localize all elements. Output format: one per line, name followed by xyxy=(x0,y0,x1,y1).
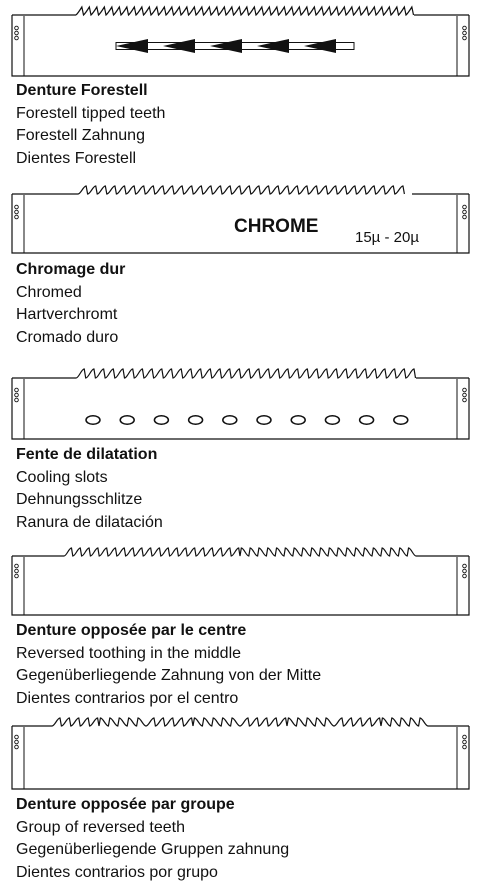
teeth-chrome xyxy=(78,186,404,194)
right-clamp-icon xyxy=(457,379,466,439)
right-clamp-icon xyxy=(457,557,466,615)
blade-reversed-middle-diagram xyxy=(12,540,469,618)
right-clamp-icon xyxy=(457,16,466,76)
caption-line-es: Dientes Forestell xyxy=(16,149,137,167)
caption-reversed-middle xyxy=(16,620,321,710)
caption-line-de: Forestell Zahnung xyxy=(16,127,145,144)
caption-forestell xyxy=(16,80,165,170)
cooling-slot xyxy=(257,416,271,424)
chrome-thickness-label: 15µ - 20µ xyxy=(355,229,419,246)
cooling-slot xyxy=(291,416,305,424)
caption-line-en: Chromed xyxy=(16,283,82,301)
caption-line-en: Forestell tipped teeth xyxy=(16,104,166,122)
cooling-slots xyxy=(86,416,408,424)
caption-cooling xyxy=(16,444,163,534)
cooling-slot xyxy=(325,416,339,424)
section-title: Denture opposée par le centre xyxy=(16,622,247,639)
caption-line-es: Dientes contrarios por el centro xyxy=(16,689,239,707)
blade-chrome-diagram xyxy=(12,180,469,256)
caption-line-es: Ranura de dilatación xyxy=(16,513,163,531)
caption-reversed-group xyxy=(16,794,289,884)
left-clamp-icon xyxy=(15,727,24,789)
caption-line-en: Group of reversed teeth xyxy=(16,818,185,836)
cooling-slot xyxy=(189,416,203,424)
section-title: Chromage dur xyxy=(16,261,126,278)
blade-reversed-group-diagram xyxy=(12,712,469,792)
teeth-reversed-middle xyxy=(64,548,416,556)
caption-line-en: Cooling slots xyxy=(16,468,108,486)
caption-line-de: Gegenüberliegende Zahnung von der Mitte xyxy=(16,667,322,684)
blade-cooling-diagram xyxy=(12,364,469,442)
left-clamp-icon xyxy=(15,195,24,253)
cooling-slot xyxy=(223,416,237,424)
left-clamp-icon xyxy=(15,16,24,76)
cooling-slot xyxy=(154,416,168,424)
section-title: Fente de dilatation xyxy=(16,446,158,463)
chrome-label: CHROME xyxy=(234,216,319,237)
right-clamp-icon xyxy=(457,727,466,789)
caption-line-de: Gegenüberliegende Gruppen zahnung xyxy=(16,841,290,858)
left-clamp-icon xyxy=(15,557,24,615)
caption-line-en: Reversed toothing in the middle xyxy=(16,644,242,662)
section-title: Denture opposée par groupe xyxy=(16,796,235,813)
section-title: Denture Forestell xyxy=(16,82,148,99)
teeth-reversed-group xyxy=(52,718,428,726)
caption-line-de: Dehnungsschlitze xyxy=(16,491,143,508)
blade-forestell-diagram xyxy=(12,6,469,78)
cooling-slot xyxy=(394,416,408,424)
caption-chrome xyxy=(16,259,125,349)
right-clamp-icon xyxy=(457,195,466,253)
caption-line-es: Dientes contrarios por grupo xyxy=(16,863,218,881)
cooling-slot xyxy=(120,416,134,424)
left-clamp-icon xyxy=(15,379,24,439)
teeth-forestell xyxy=(76,7,414,15)
cooling-slot xyxy=(86,416,100,424)
cooling-slot xyxy=(360,416,374,424)
cutting-direction-arrows xyxy=(116,39,354,53)
caption-line-es: Cromado duro xyxy=(16,328,119,346)
teeth-cooling xyxy=(76,369,416,378)
caption-line-de: Hartverchromt xyxy=(16,306,118,323)
